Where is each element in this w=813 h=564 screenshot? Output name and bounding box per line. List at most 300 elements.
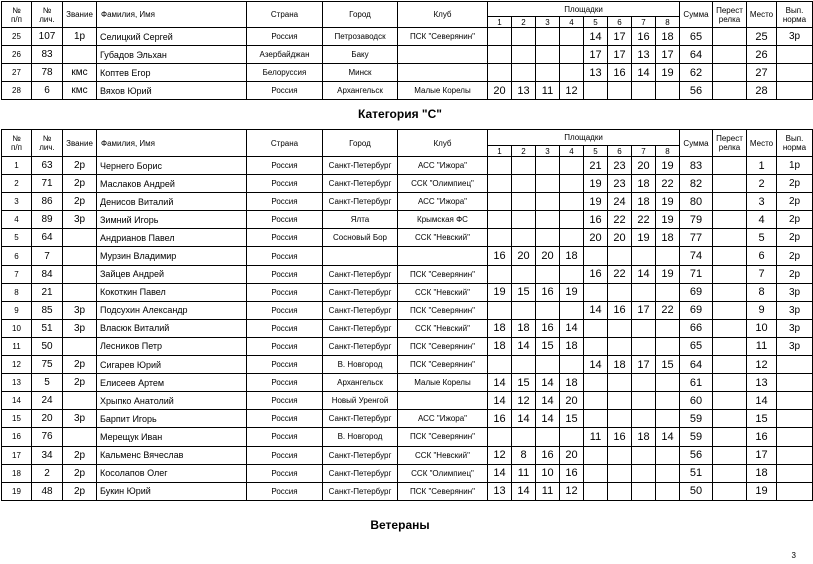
- cell-reweigh: [713, 193, 747, 211]
- site-number: 5: [584, 146, 608, 157]
- cell-site-score: 20: [608, 229, 632, 247]
- cell-site-score: [512, 46, 536, 64]
- cell-lic: 21: [32, 283, 63, 301]
- cell-site-score: 16: [608, 428, 632, 446]
- cell-site-score: 14: [584, 301, 608, 319]
- cell-place: 27: [747, 64, 777, 82]
- cell-site-score: 14: [632, 64, 656, 82]
- cell-site-score: 13: [512, 82, 536, 100]
- cell-rank: 2р: [63, 175, 97, 193]
- cell-site-score: 20: [488, 82, 512, 100]
- results-table-category-c: [1, 129, 813, 501]
- cell-norm: 2р: [777, 193, 813, 211]
- cell-site-score: 20: [560, 392, 584, 410]
- cell-site-score: [536, 229, 560, 247]
- cell-reweigh: [713, 356, 747, 374]
- cell-name: Кальменс Вячеслав: [97, 446, 247, 464]
- cell-place: 2: [747, 175, 777, 193]
- cell-lic: 7: [32, 247, 63, 265]
- cell-site-score: [608, 283, 632, 301]
- cell-site-score: [536, 64, 560, 82]
- cell-site-score: [608, 319, 632, 337]
- table-row: [2, 337, 813, 355]
- cell-site-score: 15: [656, 356, 680, 374]
- cell-site-score: 14: [632, 265, 656, 283]
- cell-num: 9: [2, 301, 32, 319]
- cell-site-score: 11: [584, 428, 608, 446]
- cell-site-score: [512, 428, 536, 446]
- cell-name: Мурзин Владимир: [97, 247, 247, 265]
- cell-site-score: [560, 175, 584, 193]
- header-sites: Площадки: [488, 130, 680, 146]
- cell-site-score: [488, 301, 512, 319]
- cell-norm: [777, 374, 813, 392]
- cell-site-score: 16: [488, 247, 512, 265]
- cell-country: Россия: [247, 247, 323, 265]
- cell-norm: 2р: [777, 175, 813, 193]
- cell-norm: 3р: [777, 301, 813, 319]
- cell-place: 15: [747, 410, 777, 428]
- cell-site-score: [536, 211, 560, 229]
- header-name: Фамилия, Имя: [97, 2, 247, 28]
- cell-site-score: [488, 193, 512, 211]
- cell-place: 25: [747, 28, 777, 46]
- cell-norm: 3р: [777, 319, 813, 337]
- cell-site-score: [560, 64, 584, 82]
- cell-rank: [63, 265, 97, 283]
- cell-sum: 69: [680, 283, 713, 301]
- cell-club: АСС "Ижора": [398, 410, 488, 428]
- cell-num: 19: [2, 482, 32, 500]
- cell-site-score: [608, 410, 632, 428]
- cell-sum: 56: [680, 82, 713, 100]
- cell-reweigh: [713, 229, 747, 247]
- cell-name: Селицкий Сергей: [97, 28, 247, 46]
- cell-place: 12: [747, 356, 777, 374]
- cell-site-score: [512, 356, 536, 374]
- cell-reweigh: [713, 247, 747, 265]
- cell-club: АСС "Ижора": [398, 157, 488, 175]
- cell-num: 25: [2, 28, 32, 46]
- cell-norm: [777, 482, 813, 500]
- cell-city: Петрозаводск: [323, 28, 398, 46]
- cell-site-score: 14: [512, 337, 536, 355]
- cell-site-score: [632, 374, 656, 392]
- cell-lic: 20: [32, 410, 63, 428]
- cell-rank: 2р: [63, 193, 97, 211]
- cell-club: ССК "Олимпиец": [398, 464, 488, 482]
- cell-city: Архангельск: [323, 374, 398, 392]
- header-norm: Вып. норма: [777, 130, 813, 157]
- cell-rank: [63, 337, 97, 355]
- cell-name: Букин Юрий: [97, 482, 247, 500]
- cell-rank: 2р: [63, 356, 97, 374]
- header-rank: Звание: [63, 130, 97, 157]
- cell-club: Малые Корелы: [398, 82, 488, 100]
- site-number: 3: [536, 146, 560, 157]
- cell-num: 2: [2, 175, 32, 193]
- header-city: Город: [323, 130, 398, 157]
- site-number: 1: [488, 146, 512, 157]
- cell-site-score: 18: [488, 319, 512, 337]
- cell-reweigh: [713, 410, 747, 428]
- site-number: 5: [584, 17, 608, 28]
- cell-name: Елисеев Артем: [97, 374, 247, 392]
- cell-club: ПСК "Северянин": [398, 356, 488, 374]
- cell-reweigh: [713, 337, 747, 355]
- cell-reweigh: [713, 265, 747, 283]
- cell-num: 16: [2, 428, 32, 446]
- cell-rank: 2р: [63, 446, 97, 464]
- cell-rank: 2р: [63, 464, 97, 482]
- cell-site-score: 18: [560, 247, 584, 265]
- cell-site-score: [608, 464, 632, 482]
- cell-lic: 86: [32, 193, 63, 211]
- cell-num: 27: [2, 64, 32, 82]
- cell-site-score: [536, 428, 560, 446]
- cell-place: 3: [747, 193, 777, 211]
- cell-site-score: [512, 301, 536, 319]
- cell-site-score: 19: [656, 265, 680, 283]
- cell-reweigh: [713, 82, 747, 100]
- cell-site-score: 20: [584, 229, 608, 247]
- table-row: [2, 46, 813, 64]
- cell-site-score: [656, 283, 680, 301]
- cell-site-score: 19: [488, 283, 512, 301]
- cell-country: Россия: [247, 428, 323, 446]
- cell-name: Денисов Виталий: [97, 193, 247, 211]
- cell-site-score: 12: [512, 392, 536, 410]
- cell-site-score: 20: [512, 247, 536, 265]
- cell-site-score: [632, 82, 656, 100]
- table-row: [2, 265, 813, 283]
- cell-city: Ялта: [323, 211, 398, 229]
- cell-site-score: 17: [584, 46, 608, 64]
- table-row: [2, 28, 813, 46]
- cell-place: 10: [747, 319, 777, 337]
- cell-site-score: [656, 374, 680, 392]
- site-number: 8: [656, 146, 680, 157]
- cell-sum: 51: [680, 464, 713, 482]
- cell-site-score: 22: [632, 211, 656, 229]
- cell-site-score: 16: [632, 28, 656, 46]
- cell-club: ССК "Невский": [398, 229, 488, 247]
- cell-city: Санкт-Петербург: [323, 410, 398, 428]
- cell-sum: 69: [680, 301, 713, 319]
- cell-site-score: [656, 319, 680, 337]
- table-row: [2, 482, 813, 500]
- cell-country: Россия: [247, 446, 323, 464]
- cell-site-score: 16: [608, 64, 632, 82]
- cell-lic: 71: [32, 175, 63, 193]
- cell-num: 10: [2, 319, 32, 337]
- cell-site-score: 16: [584, 211, 608, 229]
- header-sum: Сумма: [680, 2, 713, 28]
- cell-site-score: [560, 211, 584, 229]
- cell-lic: 5: [32, 374, 63, 392]
- cell-site-score: 14: [512, 482, 536, 500]
- cell-lic: 34: [32, 446, 63, 464]
- header-country: Страна: [247, 2, 323, 28]
- cell-site-score: [512, 157, 536, 175]
- cell-site-score: [632, 446, 656, 464]
- cell-site-score: [656, 392, 680, 410]
- cell-country: Россия: [247, 410, 323, 428]
- cell-norm: [777, 356, 813, 374]
- cell-sum: 60: [680, 392, 713, 410]
- cell-rank: кмс: [63, 64, 97, 82]
- site-number: 8: [656, 17, 680, 28]
- cell-site-score: 13: [632, 46, 656, 64]
- table-row: [2, 410, 813, 428]
- cell-lic: 48: [32, 482, 63, 500]
- cell-place: 5: [747, 229, 777, 247]
- header-reweigh: Перест релка: [713, 2, 747, 28]
- cell-club: Крымская ФС: [398, 211, 488, 229]
- cell-city: [323, 247, 398, 265]
- cell-site-score: [632, 392, 656, 410]
- cell-site-score: 18: [632, 193, 656, 211]
- table-row: [2, 428, 813, 446]
- cell-site-score: [488, 175, 512, 193]
- cell-site-score: 17: [632, 301, 656, 319]
- cell-site-score: [536, 28, 560, 46]
- cell-site-score: 16: [536, 283, 560, 301]
- cell-name: Барпит Игорь: [97, 410, 247, 428]
- cell-place: 14: [747, 392, 777, 410]
- cell-sum: 50: [680, 482, 713, 500]
- table-row: [2, 64, 813, 82]
- cell-reweigh: [713, 428, 747, 446]
- cell-site-score: 19: [584, 193, 608, 211]
- cell-sum: 56: [680, 446, 713, 464]
- cell-site-score: 23: [608, 175, 632, 193]
- cell-site-score: 18: [560, 374, 584, 392]
- cell-club: ПСК "Северянин": [398, 482, 488, 500]
- cell-country: Россия: [247, 374, 323, 392]
- cell-site-score: 19: [656, 193, 680, 211]
- cell-site-score: 16: [584, 265, 608, 283]
- cell-name: Андрианов Павел: [97, 229, 247, 247]
- cell-country: Россия: [247, 157, 323, 175]
- header-club: Клуб: [398, 2, 488, 28]
- cell-sum: 65: [680, 337, 713, 355]
- cell-city: Новый Уренгой: [323, 392, 398, 410]
- cell-club: [398, 64, 488, 82]
- cell-country: Россия: [247, 211, 323, 229]
- cell-place: 28: [747, 82, 777, 100]
- cell-reweigh: [713, 157, 747, 175]
- cell-num: 13: [2, 374, 32, 392]
- cell-norm: [777, 464, 813, 482]
- cell-sum: 80: [680, 193, 713, 211]
- cell-site-score: 19: [656, 157, 680, 175]
- cell-site-score: 18: [656, 229, 680, 247]
- cell-sum: 74: [680, 247, 713, 265]
- table-header: [2, 2, 813, 28]
- cell-site-score: 20: [560, 446, 584, 464]
- cell-city: Санкт-Петербург: [323, 319, 398, 337]
- cell-site-score: [584, 392, 608, 410]
- cell-site-score: [608, 446, 632, 464]
- cell-site-score: [512, 64, 536, 82]
- cell-city: Санкт-Петербург: [323, 193, 398, 211]
- cell-country: Россия: [247, 229, 323, 247]
- header-num: № п/п: [2, 2, 32, 28]
- cell-name: Чернего Борис: [97, 157, 247, 175]
- cell-site-score: 15: [512, 283, 536, 301]
- cell-site-score: 14: [560, 319, 584, 337]
- cell-place: 16: [747, 428, 777, 446]
- cell-reweigh: [713, 64, 747, 82]
- cell-country: Россия: [247, 283, 323, 301]
- cell-place: 6: [747, 247, 777, 265]
- cell-sum: 79: [680, 211, 713, 229]
- cell-reweigh: [713, 211, 747, 229]
- cell-site-score: [512, 193, 536, 211]
- cell-reweigh: [713, 392, 747, 410]
- cell-country: Россия: [247, 82, 323, 100]
- header-city: Город: [323, 2, 398, 28]
- table-row: [2, 283, 813, 301]
- cell-site-score: 19: [584, 175, 608, 193]
- cell-num: 11: [2, 337, 32, 355]
- cell-site-score: [584, 464, 608, 482]
- cell-country: Россия: [247, 175, 323, 193]
- cell-site-score: [536, 157, 560, 175]
- cell-site-score: [536, 301, 560, 319]
- cell-place: 1: [747, 157, 777, 175]
- header-name: Фамилия, Имя: [97, 130, 247, 157]
- cell-lic: 85: [32, 301, 63, 319]
- cell-site-score: 18: [656, 28, 680, 46]
- category-title: Категория "С": [358, 107, 442, 121]
- cell-norm: 1р: [777, 157, 813, 175]
- cell-country: Россия: [247, 193, 323, 211]
- cell-sum: 59: [680, 410, 713, 428]
- cell-site-score: [656, 410, 680, 428]
- cell-city: Санкт-Петербург: [323, 157, 398, 175]
- table-row: [2, 82, 813, 100]
- site-number: 6: [608, 146, 632, 157]
- cell-city: Минск: [323, 64, 398, 82]
- cell-name: Зимний Игорь: [97, 211, 247, 229]
- site-number: 7: [632, 146, 656, 157]
- cell-country: Россия: [247, 482, 323, 500]
- cell-sum: 64: [680, 46, 713, 64]
- cell-reweigh: [713, 319, 747, 337]
- cell-site-score: 11: [536, 82, 560, 100]
- cell-site-score: 22: [656, 301, 680, 319]
- cell-lic: 75: [32, 356, 63, 374]
- cell-city: Санкт-Петербург: [323, 482, 398, 500]
- cell-site-score: 16: [608, 301, 632, 319]
- cell-site-score: [632, 410, 656, 428]
- table-row: [2, 211, 813, 229]
- cell-site-score: [584, 337, 608, 355]
- cell-site-score: [512, 28, 536, 46]
- cell-site-score: [488, 265, 512, 283]
- cell-city: Санкт-Петербург: [323, 283, 398, 301]
- cell-site-score: 18: [488, 337, 512, 355]
- cell-name: Маслаков Андрей: [97, 175, 247, 193]
- cell-site-score: 13: [488, 482, 512, 500]
- cell-site-score: 11: [512, 464, 536, 482]
- cell-club: ПСК "Северянин": [398, 428, 488, 446]
- cell-site-score: 12: [560, 482, 584, 500]
- cell-reweigh: [713, 482, 747, 500]
- cell-place: 7: [747, 265, 777, 283]
- cell-rank: [63, 283, 97, 301]
- cell-country: Россия: [247, 265, 323, 283]
- table-row: [2, 247, 813, 265]
- cell-site-score: 14: [584, 356, 608, 374]
- table-header: [2, 130, 813, 157]
- cell-site-score: 8: [512, 446, 536, 464]
- cell-site-score: 16: [536, 446, 560, 464]
- cell-norm: [777, 428, 813, 446]
- cell-name: Хрыпко Анатолий: [97, 392, 247, 410]
- cell-site-score: [584, 82, 608, 100]
- cell-sum: 71: [680, 265, 713, 283]
- table-body: [2, 157, 813, 501]
- cell-club: ПСК "Северянин": [398, 265, 488, 283]
- cell-reweigh: [713, 464, 747, 482]
- cell-place: 4: [747, 211, 777, 229]
- cell-site-score: 16: [560, 464, 584, 482]
- cell-site-score: 14: [512, 410, 536, 428]
- cell-lic: 78: [32, 64, 63, 82]
- cell-site-score: [560, 356, 584, 374]
- cell-norm: 2р: [777, 265, 813, 283]
- cell-sum: 83: [680, 157, 713, 175]
- cell-site-score: [560, 301, 584, 319]
- cell-place: 8: [747, 283, 777, 301]
- table-row: [2, 229, 813, 247]
- cell-site-score: [560, 193, 584, 211]
- cell-city: Санкт-Петербург: [323, 446, 398, 464]
- cell-site-score: 10: [536, 464, 560, 482]
- site-number: 6: [608, 17, 632, 28]
- site-number: 1: [488, 17, 512, 28]
- cell-city: В. Новгород: [323, 428, 398, 446]
- cell-site-score: 14: [584, 28, 608, 46]
- cell-site-score: 22: [656, 175, 680, 193]
- cell-site-score: 14: [536, 410, 560, 428]
- cell-city: Санкт-Петербург: [323, 337, 398, 355]
- table-row: [2, 392, 813, 410]
- cell-site-score: 14: [536, 392, 560, 410]
- cell-sum: 66: [680, 319, 713, 337]
- cell-norm: 2р: [777, 211, 813, 229]
- cell-site-score: 24: [608, 193, 632, 211]
- cell-site-score: 17: [632, 356, 656, 374]
- site-number: 2: [512, 146, 536, 157]
- cell-club: ПСК "Северянин": [398, 301, 488, 319]
- cell-country: Россия: [247, 301, 323, 319]
- cell-rank: 2р: [63, 482, 97, 500]
- cell-site-score: [512, 265, 536, 283]
- cell-site-score: [488, 46, 512, 64]
- cell-site-score: [536, 265, 560, 283]
- table-row: [2, 446, 813, 464]
- cell-name: Коптев Егор: [97, 64, 247, 82]
- cell-site-score: 23: [608, 157, 632, 175]
- header-norm: Вып. норма: [777, 2, 813, 28]
- cell-norm: [777, 46, 813, 64]
- cell-lic: 63: [32, 157, 63, 175]
- cell-site-score: 17: [656, 46, 680, 64]
